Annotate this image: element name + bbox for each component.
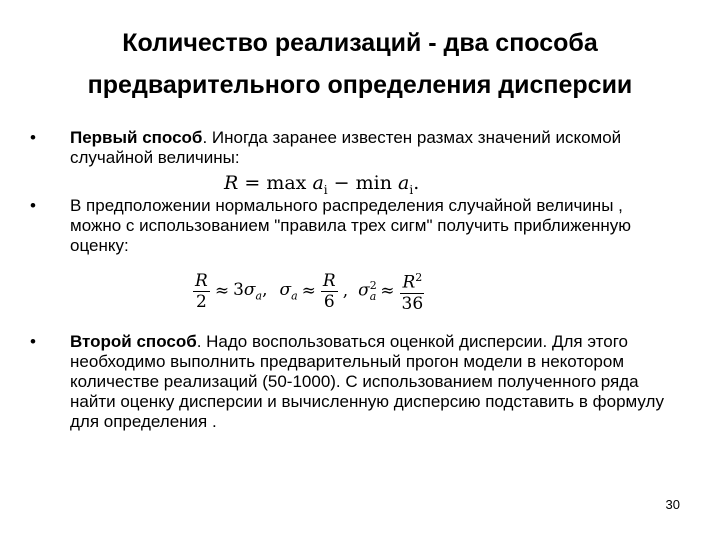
sigma-symbol: σ xyxy=(358,280,370,301)
bullet-normal-distribution xyxy=(30,196,670,256)
comma: , xyxy=(262,279,268,300)
formula-var-a: a xyxy=(398,172,410,194)
bullet-first-method xyxy=(30,128,670,168)
formula-symbol-r: R xyxy=(224,172,239,194)
formula-sub-i: i xyxy=(409,182,414,197)
sigma-symbol: σ xyxy=(279,279,292,300)
bullet-body: . Иногда заранее известен размах значений искомой случайной величины: xyxy=(70,128,622,167)
bullet-bold-label: Первый способ xyxy=(70,128,203,147)
formula-max: max xyxy=(266,172,307,194)
formula-three-sigma xyxy=(190,266,428,316)
sigma-sub: a xyxy=(255,289,263,303)
bullet-marker: • xyxy=(30,196,36,215)
title-line-2: предварительного определения дисперсии xyxy=(87,71,633,99)
bullet-marker: • xyxy=(30,332,36,351)
formula-range xyxy=(224,172,419,197)
approx-sign: ≈ xyxy=(301,281,316,301)
approx-sign: ≈ xyxy=(380,281,395,301)
formula-minus: − xyxy=(333,172,350,194)
bullet-body: В предположении нормального распределения случайной величины , можно с использованием "правила трех сигм" получить приближенную оценку: xyxy=(70,196,632,255)
slide-title xyxy=(30,22,690,106)
square-sup: 2 xyxy=(415,271,423,285)
title-line-1: Количество реализаций - два способа xyxy=(122,29,598,57)
bullet-body: . Надо воспользоваться оценкой дисперсии. Для этого необходимо выполнить предварительный прогон модели в некотором количестве реализаций (50-1000). С использованием полученного ряда найти оценку дисперсии и вычисленную дисперсию подставить в формулу для определения . xyxy=(70,332,664,431)
sigma-sub: a xyxy=(369,290,377,304)
formula-equals: = xyxy=(244,172,261,194)
fraction-r-over-6 xyxy=(321,271,338,312)
sigma-term xyxy=(279,280,297,302)
bullet-marker: • xyxy=(30,128,36,147)
frac-denominator: 36 xyxy=(401,293,424,314)
comma: , xyxy=(342,281,349,301)
variance-term xyxy=(358,279,376,303)
frac-denominator: 6 xyxy=(323,291,335,312)
bullet-second-method xyxy=(30,332,670,432)
square-sup: 2 xyxy=(369,278,377,292)
frac-numerator: R xyxy=(322,270,336,291)
r-symbol: R xyxy=(402,272,416,293)
frac-denominator: 2 xyxy=(195,291,207,312)
sigma-symbol: σ xyxy=(243,279,256,300)
coef-three: 3 xyxy=(233,279,244,300)
frac-numerator xyxy=(400,268,424,294)
bullet-bold-label: Второй способ xyxy=(70,332,197,351)
formula-period: . xyxy=(413,172,420,194)
three-sigma xyxy=(233,280,267,302)
bullet-text xyxy=(70,128,670,168)
page-number: 30 xyxy=(665,497,680,512)
formula-sub-i: i xyxy=(323,182,328,197)
frac-numerator: R xyxy=(195,270,208,291)
formula-min: min xyxy=(355,172,392,194)
formula-var-a: a xyxy=(312,172,324,194)
fraction-r2-over-36 xyxy=(400,268,426,314)
fraction-r-over-2 xyxy=(193,271,210,312)
bullet-text xyxy=(70,332,670,432)
approx-sign: ≈ xyxy=(214,281,230,301)
sigma-sub: a xyxy=(291,289,298,303)
